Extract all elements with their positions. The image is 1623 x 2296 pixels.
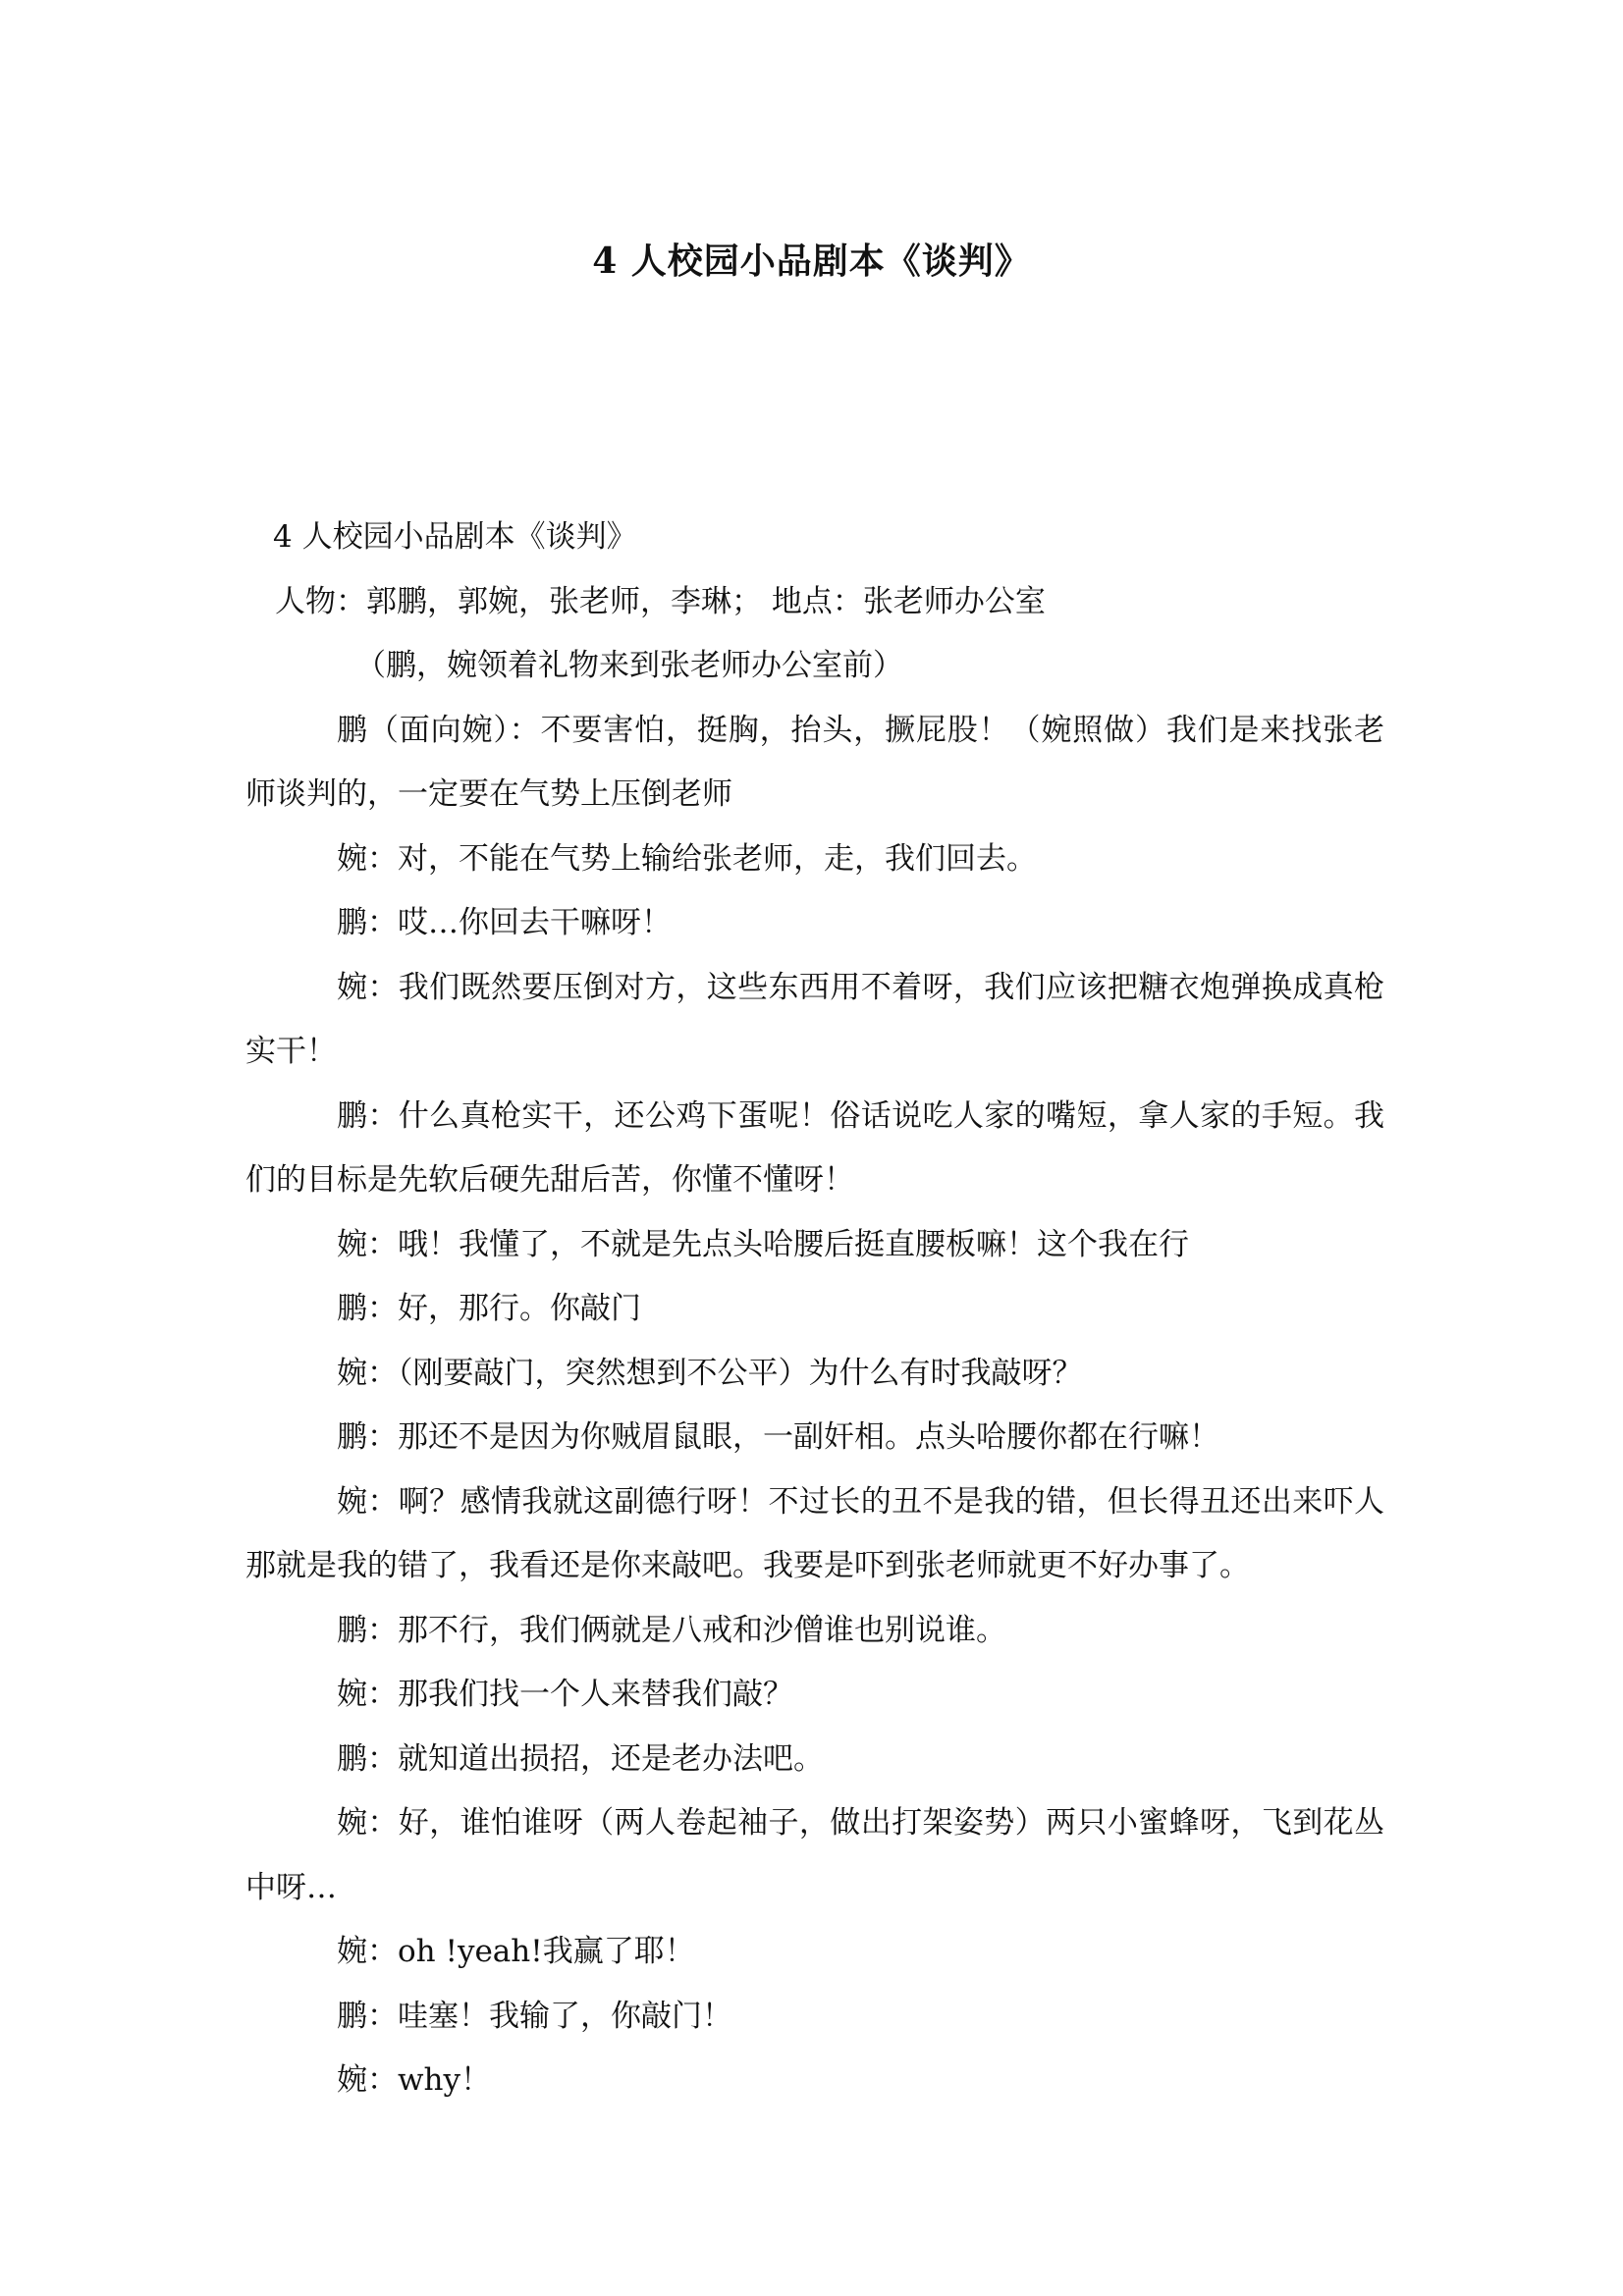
dialogue-line: 鹏：好，那行。你敲门 <box>337 1291 641 1326</box>
dialogue-line: 婉：oh !yeah!我赢了耶！ <box>337 1934 695 1969</box>
dialogue-line: 鹏：就知道出损招，还是老办法吧。 <box>337 1740 824 1777</box>
dialogue-line: 鹏（面向婉）：不要害怕，挺胸，抬头，撅屁股！（婉照做）我们是来找张老师谈判的，一定要在气势上压倒老师 <box>245 712 1384 812</box>
cast-and-location: 人物：郭鹏，郭婉，张老师，李琳； 地点：张老师办公室 <box>275 583 1046 619</box>
dialogue-line: 婉：why！ <box>337 2062 492 2098</box>
dialogue-line: 鹏：那不行，我们俩就是八戒和沙僧谁也别说谁。 <box>337 1612 1006 1648</box>
dialogue-line: 婉：啊？感情我就这副德行呀！不过长的丑不是我的错，但长得丑还出来吓人那就是我的错了，我看还是你来敲吧。我要是吓到张老师就更不好办事了。 <box>245 1483 1384 1583</box>
script-subtitle: 4 人校园小品剧本《谈判》 <box>273 519 637 555</box>
document-title: 4 人校园小品剧本《谈判》 <box>592 240 1031 282</box>
stage-direction: （鹏，婉领着礼物来到张老师办公室前） <box>355 648 903 683</box>
document-body <box>245 506 1384 2113</box>
dialogue-line: 鹏：什么真枪实干，还公鸡下蛋呢！俗话说吃人家的嘴短，拿人家的手短。我们的目标是先软后硬先甜后苦，你懂不懂呀！ <box>245 1097 1384 1198</box>
dialogue-line: 婉：那我们找一个人来替我们敲？ <box>337 1677 793 1712</box>
dialogue-line: 婉：对，不能在气势上输给张老师，走，我们回去。 <box>337 840 1037 877</box>
dialogue-line: 婉：好，谁怕谁呀（两人卷起袖子，做出打架姿势）两只小蜜蜂呀，飞到花丛中呀… <box>245 1805 1384 1905</box>
dialogue-line: 鹏：哇塞！我输了，你敲门！ <box>337 1998 732 2034</box>
dialogue-line: 婉：（刚要敲门，突然想到不公平）为什么有时我敲呀？ <box>337 1355 1083 1391</box>
dialogue-line: 婉：我们既然要压倒对方，这些东西用不着呀，我们应该把糖衣炮弹换成真枪实干！ <box>245 969 1384 1069</box>
dialogue-line: 婉：哦！我懂了，不就是先点头哈腰后挺直腰板嘛！这个我在行 <box>337 1226 1189 1262</box>
dialogue-line: 鹏：哎…你回去干嘛呀！ <box>337 905 672 940</box>
dialogue-line: 鹏：那还不是因为你贼眉鼠眼，一副奸相。点头哈腰你都在行嘛！ <box>337 1419 1219 1455</box>
